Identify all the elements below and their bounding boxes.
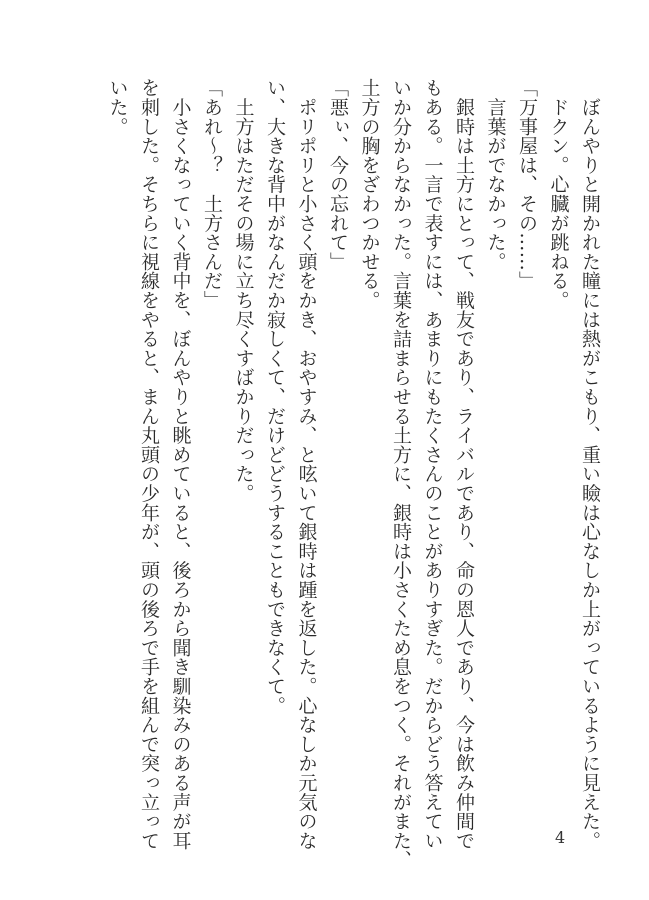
text-line: 土方の胸をざわつかせる。 (358, 78, 381, 310)
text-line: 「万事屋は、その……」 (516, 78, 538, 291)
page-number: 4 (555, 828, 566, 847)
text-line: 「悪ぃ、今の忘れて」 (327, 78, 349, 271)
text-line: 「あれ〜？ 土方さんだ」 (201, 78, 223, 310)
text-line: 言葉がでなかった。 (484, 78, 507, 271)
text-line: い、大きな背中がなんだか寂しくて、だけどどうすることもできなくて。 (264, 78, 286, 715)
text-line: ポリポリと小さく頭をかき、おやすみ、と呟いて銀時は踵を返した。心なしか元気のな (295, 78, 318, 850)
text-line: ドクン。心臓が跳ねる。 (547, 78, 570, 310)
text-line: いた。 (106, 78, 129, 136)
text-line: を刺した。そちらに視線をやると、まん丸頭の少年が、頭の後ろで手を組んで突っ立って (138, 78, 160, 850)
text-line: もある。一言で表すには、あまりにもたくさんのことがありすぎた。だからどう答えてい (421, 78, 444, 850)
text-line: いか分からなかった。言葉を詰まらせる土方に、銀時は小さくため息をつく。それがまた、 (390, 78, 412, 870)
text-line: ぼんやりと開かれた瞳には熱がこもり、重い瞼は心なしか上がっているように見えた。 (579, 78, 601, 850)
vertical-text-body (101, 78, 605, 870)
text-line: 小さくなっていく背中を、ぼんやりと眺めていると、後ろから聞き馴染みのある声が耳 (169, 78, 192, 850)
text-line: 銀時は土方にとって、戦友であり、ライバルであり、命の恩人であり、今は飲み仲間で (453, 78, 475, 850)
text-line: 土方はただその場に立ち尽くすばかりだった。 (232, 78, 255, 503)
